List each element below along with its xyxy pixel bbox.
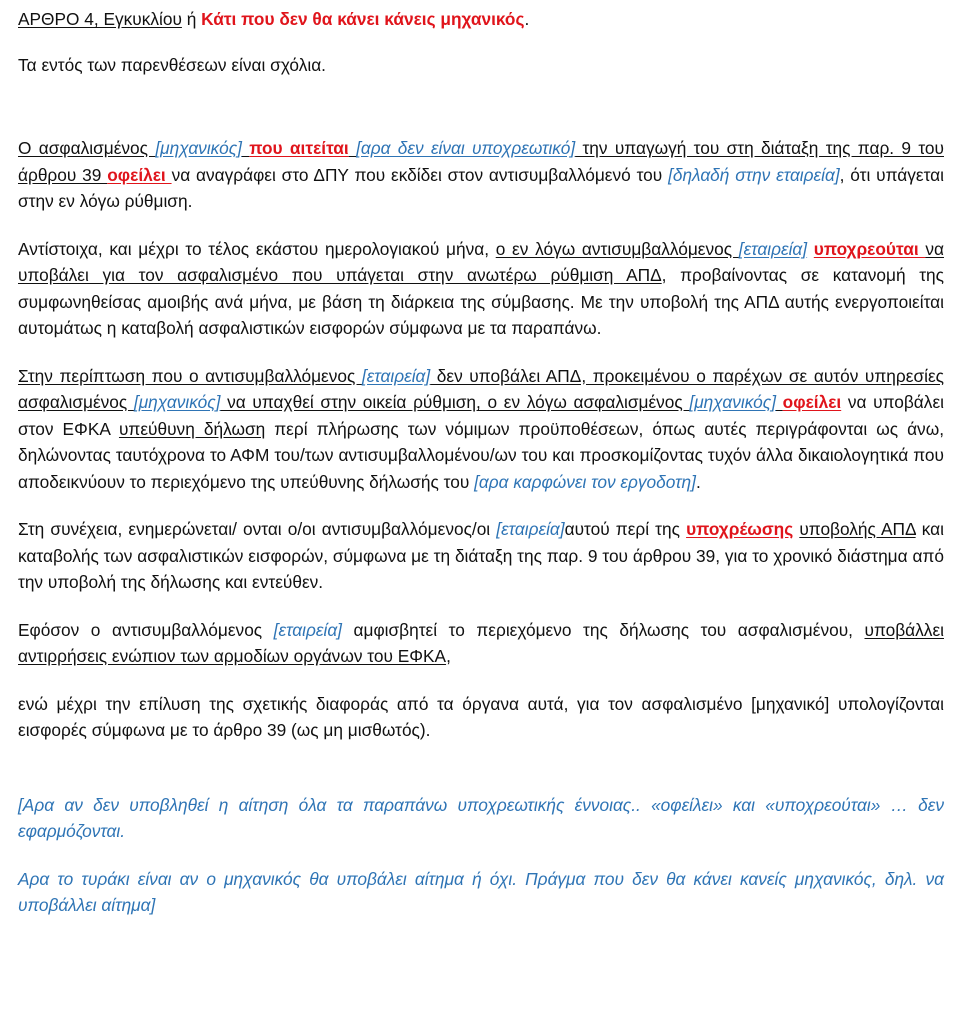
paragraph-1: Ο ασφαλισμένος [μηχανικός] που αιτείται [αρα δεν είναι υποχρεωτικό] την υπαγωγή του στη διάταξη της παρ. 9 του άρθρου 39 οφείλει να αναγράφει στο ΔΠΥ που εκδίδει στον αντισυμβαλλόμενό του [δηλαδή στην εταιρεία], ότι υπάγεται στην εν λόγω ρύθμιση. — [18, 138, 944, 211]
document-heading: ΑΡΘΡΟ 4, Εγκυκλίου ή Κάτι που δεν θα κάνει κάνεις μηχανικός. — [18, 9, 530, 29]
emphasis: υποχρεούται — [813, 238, 926, 259]
paragraph-3: Στην περίπτωση που ο αντισυμβαλλόμενος [εταιρεία] δεν υποβάλει ΑΠΔ, προκειμένου ο παρέχων σε αυτόν υπηρεσίες ασφαλισμένος [μηχανικός] να υπαχθεί στην οικεία ρύθμιση, ο εν λόγω ασφαλισμένος [μηχανικός] οφείλει να υποβάλει στον ΕΦΚΑ υπεύθυνη δήλωση περί πλήρωσης των νόμιμων προϋποθέσεων, όπως αυτές περιγράφονται ως άνω, δηλώνοντας ταυτόχρονα το ΑΦΜ του/των αντισυμβαλλομένου/ων του και προσκομίζοντας τυχόν άλλα δικαιολογητικά που αποδεικνύουν το περιεχόμενο της υπεύθυνης δήλωσής του [αρα καρφώνει τον εργοδοτη]. — [18, 365, 944, 492]
paragraph-4: Στη συνέχεια, ενημερώνεται/ ονται ο/οι αντισυμβαλλόμενος/οι [εταιρεία]αυτού περί της υποχρέωσης υποβολής ΑΠΔ και καταβολής των ασφαλιστικών εισφορών, σύμφωνα με τη διάταξη της παρ. 9 του άρθρου 39, για το χρονικό διάστημα από την υποβολή της δήλωσης και εντεύθεν. — [18, 519, 944, 592]
heading-title: Κάτι που δεν θα κάνει κάνεις μηχανικός — [201, 9, 525, 29]
comment: [αρα δεν είναι υποχρεωτικό] — [356, 138, 576, 158]
comment: [εταιρεία] — [273, 619, 342, 640]
paragraph-5: Εφόσον ο αντισυμβαλλόμενος [εταιρεία] αμφισβητεί το περιεχόμενο της δήλωσης του ασφαλισμένου, υποβάλλει αντιρρήσεις ενώπιον των αρμοδίων οργάνων του ΕΦΚΑ, — [18, 619, 944, 666]
comment: [δηλαδή στην εταιρεία] — [668, 164, 840, 185]
comment: [μηχανικός] — [133, 392, 221, 412]
comment: [εταιρεία] — [361, 365, 431, 386]
comment: [αρα καρφώνει τον εργοδοτη] — [474, 471, 696, 492]
closing-note-2: Αρα το τυράκι είναι αν ο μηχανικός θα υποβάλει αίτημα ή όχι. Πράγμα που δεν θα κάνει κανείς μηχανικός, δηλ. να υποβάλλει αίτημα] — [18, 868, 944, 915]
document-page — [18, 6, 944, 919]
emphasis: που αιτείται — [249, 138, 349, 158]
comment: [εταιρεία] — [738, 238, 808, 259]
comment: [μηχανικός] — [155, 138, 242, 158]
comment: [μηχανικός] — [689, 392, 776, 412]
emphasis: οφείλει — [107, 164, 172, 185]
article-reference: ΑΡΘΡΟ 4, Εγκυκλίου — [18, 9, 182, 29]
intro-text: Τα εντός των παρενθέσεων είναι σχόλια. — [18, 54, 326, 75]
paragraph-6: ενώ μέχρι την επίλυση της σχετικής διαφοράς από τα όργανα αυτά, για τον ασφαλισμένο [μηχανικό] υπολογίζονται εισφορές σύμφωνα με το άρθρο 39 (ως μη μισθωτός). — [18, 693, 944, 740]
paragraph-2: Αντίστοιχα, και μέχρι το τέλος εκάστου ημερολογιακού μήνα, ο εν λόγω αντισυμβαλλόμενος [εταιρεία] υποχρεούται να υποβάλει για τον ασφαλισμένο που υπάγεται στην ανωτέρω ρύθμιση ΑΠΔ, προβαίνοντας σε κατανομή της συμφωνηθείσας αμοιβής ανά μήνα, με βάση τη διάρκεια της σύμβασης. Με την υποβολή της ΑΠΔ αυτής ενεργοποιείται αυτομάτως η καταβολή ασφαλιστικών εισφορών σύμφωνα με τα παραπάνω. — [18, 238, 944, 338]
emphasis: υποχρέωσης — [686, 519, 794, 539]
emphasis: οφείλει — [782, 392, 842, 412]
closing-note-1: [Αρα αν δεν υποβληθεί η αίτηση όλα τα παραπάνω υποχρεωτικής έννοιας.. «οφείλει» και «υποχρεούται» … δεν εφαρμόζονται. — [18, 794, 944, 841]
comment: [εταιρεία] — [496, 519, 565, 539]
